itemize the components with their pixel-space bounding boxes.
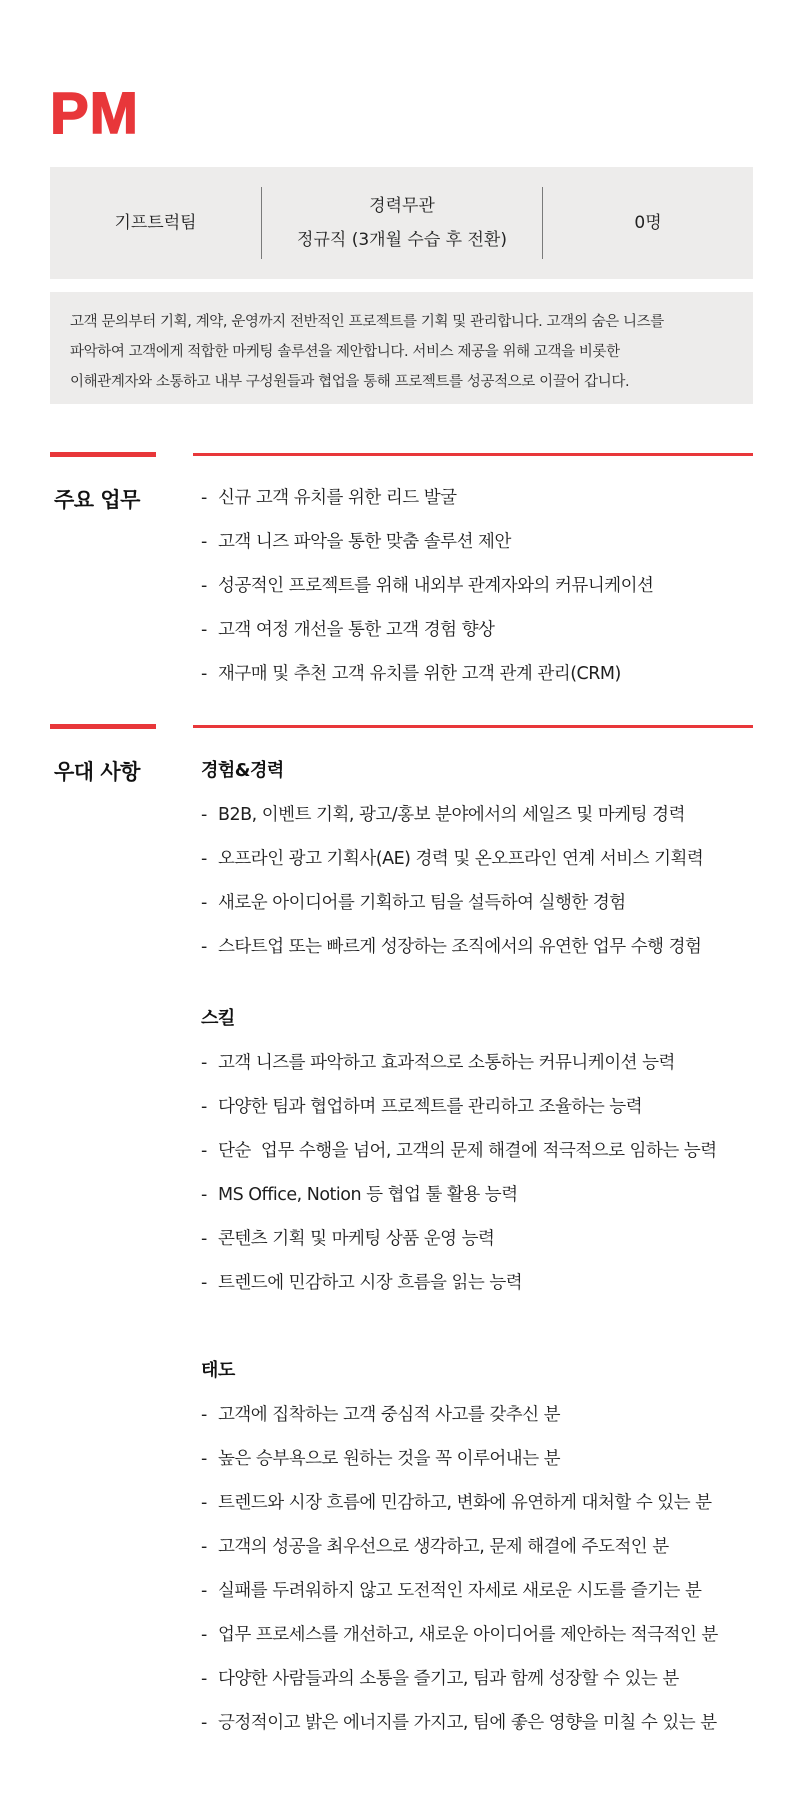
dash-icon: - (201, 488, 207, 508)
dash-icon: - (201, 1493, 207, 1513)
list-item: - 다양한 팀과 협업하며 프로젝트를 관리하고 조율하는 능력 (201, 1093, 761, 1137)
section-divider-right (193, 453, 753, 456)
conditions-cell (261, 187, 543, 259)
dash-icon: - (201, 1185, 207, 1205)
dash-icon: - (201, 664, 207, 684)
dash-icon: - (201, 1537, 207, 1557)
dash-icon: - (201, 805, 207, 825)
list-item: - 오프라인 광고 기획사(AE) 경력 및 온오프라인 연계 서비스 기획력 (201, 845, 761, 889)
main-duties-title: 주요 업무 (54, 488, 140, 512)
list-item: - 단순 업무 수행을 넘어, 고객의 문제 해결에 적극적으로 임하는 능력 (201, 1137, 761, 1181)
list-item: - 재구매 및 추천 고객 유치를 위한 고객 관계 관리(CRM) (201, 660, 761, 704)
list-item: - 높은 승부욕으로 원하는 것을 꼭 이루어내는 분 (201, 1445, 761, 1489)
list-item: - 콘텐츠 기획 및 마케팅 상품 운영 능력 (201, 1225, 761, 1269)
description-line: 파악하여 고객에게 적합한 마케팅 솔루션을 제안합니다. 서비스 제공을 위해 고객을 비롯한 (70, 344, 620, 360)
list-item: - 고객 여정 개선을 통한 고객 경험 향상 (201, 616, 761, 660)
dash-icon: - (201, 1449, 207, 1469)
list-item: - MS Office, Notion 등 협업 툴 활용 능력 (201, 1181, 761, 1225)
dash-icon: - (201, 893, 207, 913)
list-item: - 스타트업 또는 빠르게 성장하는 조직에서의 유연한 업무 수행 경험 (201, 933, 761, 977)
list-item: - 성공적인 프로젝트를 위해 내외부 관계자와의 커뮤니케이션 (201, 572, 761, 616)
list-item: - 다양한 사람들과의 소통을 즐기고, 팀과 함께 성장할 수 있는 분 (201, 1665, 761, 1709)
team-name: 기프트럭팀 (114, 213, 197, 233)
dash-icon: - (201, 1053, 207, 1073)
list-item: - 트렌드와 시장 흐름에 민감하고, 변화에 유연하게 대처할 수 있는 분 (201, 1489, 761, 1533)
dash-icon: - (201, 1229, 207, 1249)
dash-icon: - (201, 1625, 207, 1645)
section-divider-left (50, 724, 156, 729)
section-divider-right (193, 725, 753, 728)
headcount-cell (543, 187, 753, 259)
dash-icon: - (201, 576, 207, 596)
list-item: - 긍정적이고 밝은 에너지를 가지고, 팀에 좋은 영향을 미칠 수 있는 분 (201, 1709, 761, 1753)
dash-icon: - (201, 620, 207, 640)
group-title-attitude: 태도 (201, 1360, 235, 1381)
dash-icon: - (201, 1273, 207, 1293)
list-item: - 고객 니즈를 파악하고 효과적으로 소통하는 커뮤니케이션 능력 (201, 1049, 761, 1093)
preferred-list (201, 757, 761, 1753)
experience-requirement: 경력무관 (369, 196, 435, 216)
list-item: - 트렌드에 민감하고 시장 흐름을 읽는 능력 (201, 1269, 761, 1313)
job-title: PM (50, 81, 139, 146)
list-item: - B2B, 이벤트 기획, 광고/홍보 분야에서의 세일즈 및 마케팅 경력 (201, 801, 761, 845)
dash-icon: - (201, 849, 207, 869)
dash-icon: - (201, 937, 207, 957)
preferred-title: 우대 사항 (54, 760, 140, 784)
dash-icon: - (201, 1581, 207, 1601)
section-divider-left (50, 452, 156, 457)
group-title-skill: 스킬 (201, 1008, 235, 1029)
dash-icon: - (201, 1141, 207, 1161)
list-item: - 고객에 집착하는 고객 중심적 사고를 갖추신 분 (201, 1401, 761, 1445)
dash-icon: - (201, 1097, 207, 1117)
dash-icon: - (201, 1669, 207, 1689)
dash-icon: - (201, 1405, 207, 1425)
dash-icon: - (201, 532, 207, 552)
list-item: - 새로운 아이디어를 기획하고 팀을 설득하여 실행한 경험 (201, 889, 761, 933)
description-line: 이해관계자와 소통하고 내부 구성원들과 협업을 통해 프로젝트를 성공적으로 이끌어 갑니다. (70, 374, 630, 390)
description-line: 고객 문의부터 기획, 계약, 운영까지 전반적인 프로젝트를 기획 및 관리합니다. 고객의 숨은 니즈를 (70, 314, 664, 330)
group-title-experience: 경험&경력 (201, 760, 284, 781)
list-item: - 실패를 두려워하지 않고 도전적인 자세로 새로운 시도를 즐기는 분 (201, 1577, 761, 1621)
list-item: - 업무 프로세스를 개선하고, 새로운 아이디어를 제안하는 적극적인 분 (201, 1621, 761, 1665)
headcount: 0명 (634, 213, 662, 233)
main-duties-list (201, 484, 761, 704)
list-item: - 고객 니즈 파악을 통한 맞춤 솔루션 제안 (201, 528, 761, 572)
team-cell (50, 187, 261, 259)
list-item: - 신규 고객 유치를 위한 리드 발굴 (201, 484, 761, 528)
list-item: - 고객의 성공을 최우선으로 생각하고, 문제 해결에 주도적인 분 (201, 1533, 761, 1577)
job-description (50, 292, 753, 404)
dash-icon: - (201, 1713, 207, 1733)
job-info-box (50, 167, 753, 279)
employment-type: 정규직 (3개월 수습 후 전환) (297, 230, 507, 250)
